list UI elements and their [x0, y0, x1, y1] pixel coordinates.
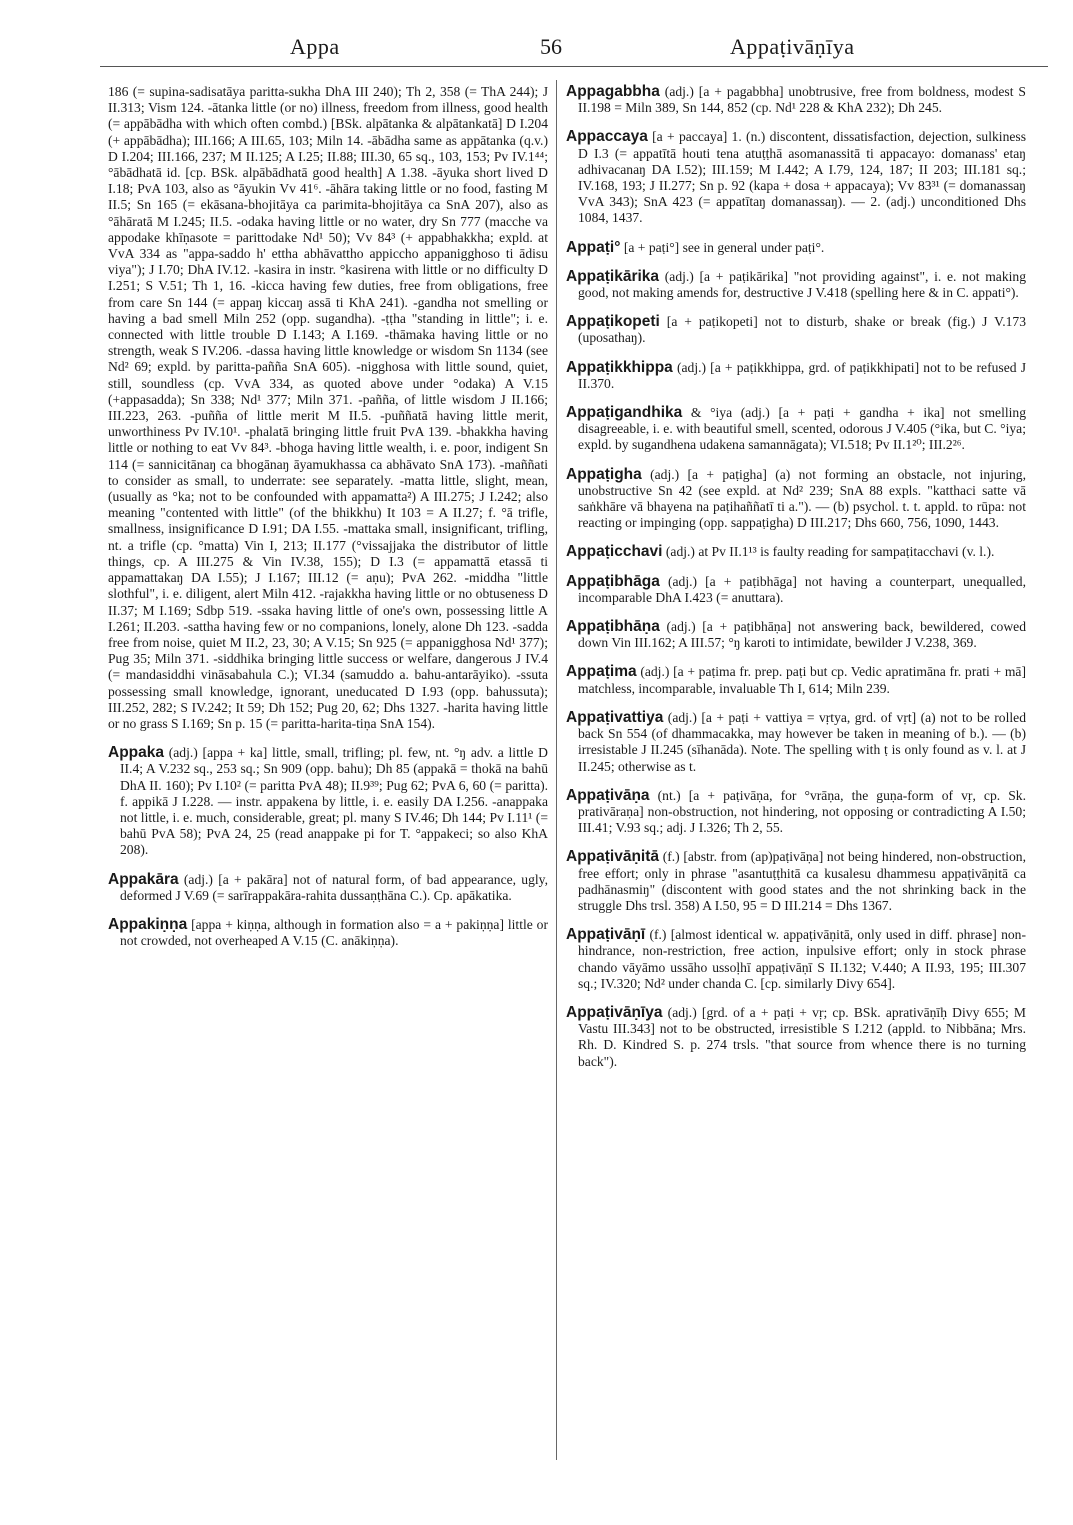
- entry-headword: Appaṭivāṇa: [566, 786, 650, 804]
- entry-text: (adj.) [grd. of a + paṭi + vṛ; cp. BSk. aprativāṇīḥ Divy 655; M Vastu III.343] not to be obstructed, irresistible S I.212 (appld. to Nibbāna; Mrs. Rh. D. Kindred S. p. 274 trsls. "that source from whence there is no turning back").: [578, 1004, 1026, 1069]
- right-column: [566, 84, 1026, 1083]
- dictionary-entry: [566, 710, 1026, 775]
- entry-text: (adj.) [a + paṭigha] (a) not forming an obstacle, not injuring, unobstructive Sn 42 (see expld. at Nd² 239; SnA 88 expls. "katthaci satte vā saṅkhāre vā bhayena na paṭihaññatī ti a."). — (b) psychol. t. t. appld. to rūpa: not reacting or impinging (opp. sappaṭigha) D III.217; Dhs 660, 756, 1090, 1443.: [578, 466, 1026, 531]
- dictionary-entry: [108, 872, 548, 904]
- entry-text: (adj.) [a + paṭi + vattiya = vṛtya, grd. of vṛt] (a) not to be rolled back Sn 554 (of dhammacakka, may however be taken in meaning of b.). — (b) irresistable J II.245 (sīhanāda). Note. The spelling with ṭ is only found as v. l. at J II.245; otherwise as t.: [578, 709, 1026, 774]
- dictionary-entry: [566, 544, 1026, 560]
- entry-text: (adj.) [a + paṭibhāga] not having a counterpart, unequalled, incomparable DhA I.423 (= anuttara).: [578, 573, 1026, 605]
- left-column: [108, 84, 548, 962]
- entry-headword: Appaṭibhāga: [566, 572, 660, 590]
- running-head-left: Appa: [290, 34, 340, 59]
- entry-headword: Appagabbha: [566, 83, 660, 100]
- entry-text: [appa + kiṇṇa, although in formation also = a + pakiṇṇa] little or not crowded, not overheaped A V.15 (C. anākiṇṇa).: [120, 916, 548, 949]
- dictionary-entry: [108, 745, 548, 858]
- dictionary-entry: [566, 927, 1026, 992]
- dictionary-entry: [108, 84, 548, 732]
- entry-text: (adj.) at Pv II.1¹³ is faulty reading for sampaṭitacchavi (v. l.).: [662, 544, 995, 560]
- entry-text: (f.) [abstr. from (ap)paṭivāṇa] not being hindered, non-obstruction, free effort; only in phrase "asantuṭṭhitā ca kusalesu dhammesu appaṭivāṇitā ca padhānasmiŋ" (discontent with good states and the not shrinking back in the struggle Dhs trsl. 358) A I.50, 95 = D III.214 = Dhs 1367.: [578, 849, 1026, 913]
- running-head-right: Appaṭivāṇīya: [730, 34, 855, 59]
- entry-text: (adj.) [appa + ka] little, small, trifling; pl. few, nt. °ŋ adv. a little D II.4; A V.232 sq., 253 sq.; Sn 909 (opp. bahu); Dh 85 (appakā = thokā na bahū DhA II. 160); Pv I.10² (= paritta PvA 48); II.9³⁹; Pug 62; PvA 6, 60 (= paritta). f. appikā J I.228. — instr. appakena by little, i. e. easily DA I.256. -anappaka not little, i. e. much, considerable, great; pl. many S IV.46; Dh 144; Pv I.11¹ (= bahū PvA 58); PvA 24, 25 (read anappake pi for T. °appakeci; so also KhA 208).: [120, 745, 548, 858]
- entry-headword: Appaṭi°: [566, 238, 621, 256]
- entry-text: (adj.) [a + pagabbha] unobtrusive, free from boldness, modest S II.198 = Miln 389, Sn 144, 852 (cp. Nd¹ 228 & KhA 232); Dh 245.: [578, 84, 1026, 116]
- dictionary-entry: [566, 467, 1026, 532]
- entry-headword: Appaṭibhāṇa: [566, 618, 660, 636]
- entry-headword: Appaṭigha: [566, 465, 642, 483]
- dictionary-entry: [566, 240, 1026, 256]
- entry-text: (adj.) [a + paṭima fr. prep. paṭi but cp. Vedic apratimāna fr. prati + mā] matchless, incomparable, invaluable Th I, 614; Miln 239.: [578, 664, 1026, 696]
- entry-text: (adj.) [a + paṭikkhippa, grd. of paṭikkhipati] not to be refused J II.370.: [578, 359, 1026, 391]
- dictionary-entry: [566, 269, 1026, 301]
- entry-text: [a + paccaya] 1. (n.) discontent, dissatisfaction, dejection, sulkiness D I.3 (= appatītā houti tena atuṭṭhā asomanassitā ti appacayo: domanass' etaŋ adhivacanaŋ DA I.52); III.159; M I.442; A I.79, 124, 187; II 203; III.181 sq.; IV.168, 193; J II.277; Sn p. 92 (kapa + dosa + appacaya); Vv 83³¹ (= domanassaŋ VvA 343); SnA 423 (= appatītaŋ domanassaŋ). — 2. (adj.) unconditioned Dhs 1084, 1437.: [578, 129, 1026, 226]
- entry-headword: Appaṭicchavi: [566, 543, 663, 561]
- entry-headword: Appaṭigandhika: [566, 404, 683, 422]
- dictionary-entry: [566, 360, 1026, 392]
- column-divider: [556, 80, 557, 1460]
- entry-headword: Appaṭikkhippa: [566, 358, 673, 376]
- entry-text: [a + paṭikopeti] not to disturb, shake or break (fig.) J V.173 (uposathaŋ).: [578, 314, 1026, 346]
- dictionary-entry: [566, 664, 1026, 696]
- entry-headword: Appaṭivāṇīya: [566, 1003, 663, 1021]
- dictionary-entry: [566, 849, 1026, 914]
- dictionary-entry: [566, 314, 1026, 346]
- entry-headword: Appaṭivāṇitā: [566, 848, 660, 866]
- page-number: 56: [540, 34, 562, 59]
- entry-text: (adj.) [a + paṭibhāṇa] not answering back, bewildered, cowed down Vin III.162; A III.57; °ŋ karoti to intimidate, bewilder J V.238, 369.: [578, 619, 1026, 651]
- dictionary-entry: [108, 917, 548, 949]
- entry-text: [a + paṭi°] see in general under paṭi°.: [620, 239, 825, 255]
- page-header: [0, 34, 1073, 64]
- dictionary-entry: [566, 129, 1026, 226]
- header-rule: [100, 66, 1048, 67]
- entry-headword: Appaṭima: [566, 663, 637, 681]
- entry-headword: Appakiṇṇa: [108, 915, 188, 933]
- entry-headword: Appakāra: [108, 870, 179, 888]
- entry-headword: Appaka: [108, 744, 164, 762]
- dictionary-entry: [566, 1005, 1026, 1070]
- entry-text: (adj.) [a + paṭikārika] "not providing against", i. e. not making good, not making amends for, destructive J V.418 (spelling here & in C. appati°).: [578, 268, 1026, 301]
- entry-headword: Appaṭivattiya: [566, 708, 664, 726]
- entry-text: (f.) [almost identical w. appaṭivāṇitā, only used in diff. phrase] non-hindrance, non-restriction, free action, inpulsive effort; only in stock phrase chando vāyāmo ussāho ussoḷhī appaṭivāṇī S II.132; V.440; A II.93, 195; III.307 sq.; IV.320; Nd² under chanda C. [cp. similarly Divy 654].: [578, 927, 1026, 991]
- entry-text: & °iya (adj.) [a + paṭi + gandha + ika] not smelling disagreeable, i. e. with beautiful smell, scented, odorous J V.405 (°ika, but C. °iya; expld. by sugandhena udakena samannāgata); VI.518; Pv II.1²⁰; III.2²⁶.: [578, 405, 1026, 453]
- dictionary-entry: [566, 788, 1026, 837]
- entry-text: (nt.) [a + paṭivāṇa, for °vrāṇa, the guṇa-form of vṛ, cp. Sk. prativāraṇa] non-obstruction, not hindering, not opposing or contradicting A I.50; III.41; V.93 sq.; adj. J I.326; Th 2, 55.: [578, 787, 1026, 836]
- entry-text: (adj.) [a + pakāra] not of natural form, of bad appearance, ugly, deformed J V.69 (= sarīrappakāra-rahita dussaṇṭhāna C.). Cp. apākatika.: [120, 871, 548, 903]
- entry-text: 186 (= supina-sadisatāya paritta-sukha DhA III 240); Th 2, 358 (= ThA 244); J II.313; Vism 124. -ātanka little (or no) illness, freedom from illness, good health (= appābādha with which often combd.) [BSk. alpātanka & alpātankatā] D I.204 (+ appābādha); III.166; A III.65, 103; Miln 14. -ābādha same as appātanka (q.v.) D I.204; III.166, 237; M II.125; A I.25; II.88; III.30, 65 sq., 103, 153; Pv IV.1⁴⁴; °ābādhatā id. [cp. BSk. alpābādhatā good health] A 1.38. -āyuka short lived D I.18; PvA 103, also as °āyukin Vv 41⁶. -āhāra taking little or no food, fasting M II.5; Sn 165 (= ekāsana-bhojitāya ca parimita-bhojitāya ca SnA 207), also as °āhāratā M I.245; II.5. -odaka having little or no water, dry Sn 777 (macche va appodake khīṇasote = parittodake Nd¹ 50); Vv 84³ (+ appabhakkha; expld. at VvA 334 as "appa-saddo h' ettha abhāvattho appiccho appanigghoso ti ādisu viya"); J I.70; DhA IV.12. -kasira in instr. °kasirena with little or no difficulty D I.251; S V.51; Th 1, 16. -kicca having few duties, free from obligations, free from care Sn 144 (= appaŋ kiccaŋ assā ti KhA 241). -gandha not smelling or having a bad smell Miln 252 (opp. sugandha). -ṭṭha "standing in little"; i. e. connected with little trouble D I.143; A I.169. -thāmaka having little or no strength, weak S IV.206. -dassa having little knowledge or wisdom Sn 1134 (see Nd² 69; expld. by paritta-pañña SnA 605). -nigghosa with little sound, quiet, still, soundless (cp. VvA 334, as quoted above under °odaka) A V.15 (+appasadda); Sn 338; Nd¹ 377; Miln 371. -pañña, of little wisdom J II.166; III.223, 263. -puñña of little merit M II.5. -puññatā having little merit, unworthiness Pv IV.10¹. -phalatā bringing little fruit PvA 139. -bhakkha having little or nothing to eat Vv 84³. -bhoga having little wealth, i. e. poor, indigent Sn 114 (= sannicitānaŋ ca bhogānaŋ āyamukhassa ca abhāvato SnA 173). -maññati to consider as small, to underrate: see separately. -matta little, slight, mean, (usually as °ka; not to be confounded with appamatta²) A III.275; J I.242; also meaning "contented with little" (of the bhikkhu) It 103 = A II.27; f. °ā trifle, smallness, insignificance D I.91; DA I.55. -mattaka small, insignificant, trifling, nt. a trifle (cp. °matta) Vin I, 213; II.177 (°vissajjaka the distributor of little things, cp. A III.275 & Vin IV.38, 155); D I.3 (= appamattā etassā ti appamattakaŋ DA I.55); J I.167; III.12 (= aṇu); PvA 262. -middha "little slothful", i. e. diligent, alert Miln 412. -rajakkha having little or no obtuseness D II.37; M I.169; Sdbp 519. -ssaka having little of one's own, possessing little A I.261; II.203. -sattha having few or no companions, lonely, alone Dh 123. -sadda free from noise, quiet M II.2, 23, 30; A V.15; Sn 925 (= appanigghosa Nd¹ 377); Pug 35; Miln 371. -siddhika bringing little success or welfare, dangerous J IV.4 (= mandasiddhi vināsabahula C.); VI.34 (samuddo a. bahu-antarāyiko). -ssuta possessing small knowledge, ignorant, uneducated D I.93 (opp. bahussuta); III.252, 282; S IV.242; It 59; Dh 152; Pug 20, 62; Dhs 1327. -harita having little or no grass S I.169; Sn p. 15 (= paritta-harita-tiṇa SnA 154).: [108, 84, 548, 731]
- entry-headword: Appaṭikārika: [566, 267, 660, 285]
- dictionary-entry: [566, 84, 1026, 116]
- dictionary-entry: [566, 405, 1026, 454]
- dictionary-entry: [566, 619, 1026, 651]
- entry-headword: Appaccaya: [566, 128, 648, 146]
- entry-headword: Appaṭikopeti: [566, 313, 660, 331]
- entry-headword: Appaṭivāṇī: [566, 926, 646, 944]
- dictionary-entry: [566, 574, 1026, 606]
